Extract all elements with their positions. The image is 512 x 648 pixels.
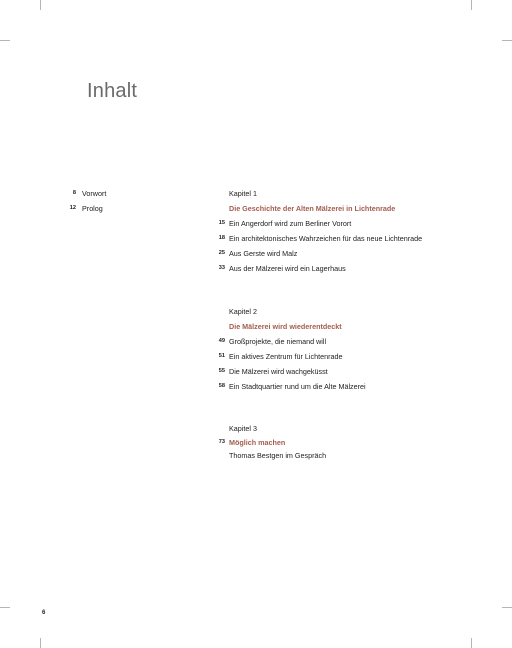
toc-entry[interactable] — [218, 231, 469, 246]
chapter-heading[interactable]: Die Mälzerei wird wiederentdeckt — [229, 322, 342, 331]
page-number: 58 — [218, 383, 225, 389]
entry-title: Ein aktives Zentrum für Lichtenrade — [229, 352, 343, 361]
crop-mark — [40, 638, 41, 648]
page-title: Inhalt — [87, 80, 138, 102]
toc-entry[interactable] — [218, 364, 469, 379]
crop-mark — [502, 607, 512, 608]
page-folio: 6 — [42, 610, 46, 616]
entry-title: Ein Angerdorf wird zum Berliner Vorort — [229, 219, 352, 228]
toc-entry[interactable] — [218, 349, 469, 364]
toc-entry-subtitle[interactable] — [229, 449, 469, 462]
page-number: 55 — [218, 368, 225, 374]
crop-mark — [471, 638, 472, 648]
crop-mark — [502, 40, 512, 41]
entry-title: Aus der Mälzerei wird ein Lagerhaus — [229, 264, 346, 273]
entry-title: Die Mälzerei wird wachgeküsst — [229, 367, 328, 376]
crop-mark — [0, 40, 10, 41]
toc-entry-vorwort[interactable] — [60, 186, 210, 201]
crop-mark — [0, 607, 10, 608]
page-number: 33 — [218, 265, 225, 271]
toc-entry-prolog[interactable] — [60, 201, 210, 216]
page-number: 18 — [218, 235, 225, 241]
page-number: 8 — [72, 190, 76, 196]
entry-title: Großprojekte, die niemand will — [229, 337, 327, 346]
entry-title: Prolog — [82, 204, 103, 213]
crop-mark — [40, 0, 41, 10]
front-matter-list — [60, 186, 210, 216]
page-number: 12 — [69, 205, 76, 211]
chapter-1 — [218, 186, 469, 276]
entry-title: Aus Gerste wird Malz — [229, 249, 298, 258]
page-number: 15 — [218, 220, 225, 226]
crop-mark — [471, 0, 472, 10]
page-number: 25 — [218, 250, 225, 256]
entry-title: Vorwort — [82, 189, 107, 198]
entry-title: Thomas Bestgen im Gespräch — [229, 451, 327, 460]
entry-title: Ein architektonisches Wahrzeichen für das neue Lichtenrade — [229, 234, 423, 243]
toc-entry[interactable] — [218, 216, 469, 231]
toc-entry[interactable] — [218, 379, 469, 394]
entry-title: Möglich machen — [229, 438, 286, 447]
page-number: 73 — [218, 439, 225, 445]
chapter-label: Kapitel 1 — [229, 189, 257, 198]
toc-entry[interactable] — [218, 261, 469, 276]
page-number: 51 — [218, 353, 225, 359]
chapter-label: Kapitel 3 — [229, 424, 257, 433]
chapter-label: Kapitel 2 — [229, 307, 257, 316]
chapter-heading[interactable]: Die Geschichte der Alten Mälzerei in Lichtenrade — [229, 204, 396, 213]
chapter-2 — [218, 304, 469, 394]
page-number: 49 — [218, 338, 225, 344]
toc-entry[interactable] — [218, 246, 469, 261]
entry-title: Ein Stadtquartier rund um die Alte Mälzerei — [229, 382, 366, 391]
toc-entry[interactable] — [218, 334, 469, 349]
toc-entry[interactable] — [218, 436, 469, 449]
chapter-3 — [218, 421, 469, 462]
